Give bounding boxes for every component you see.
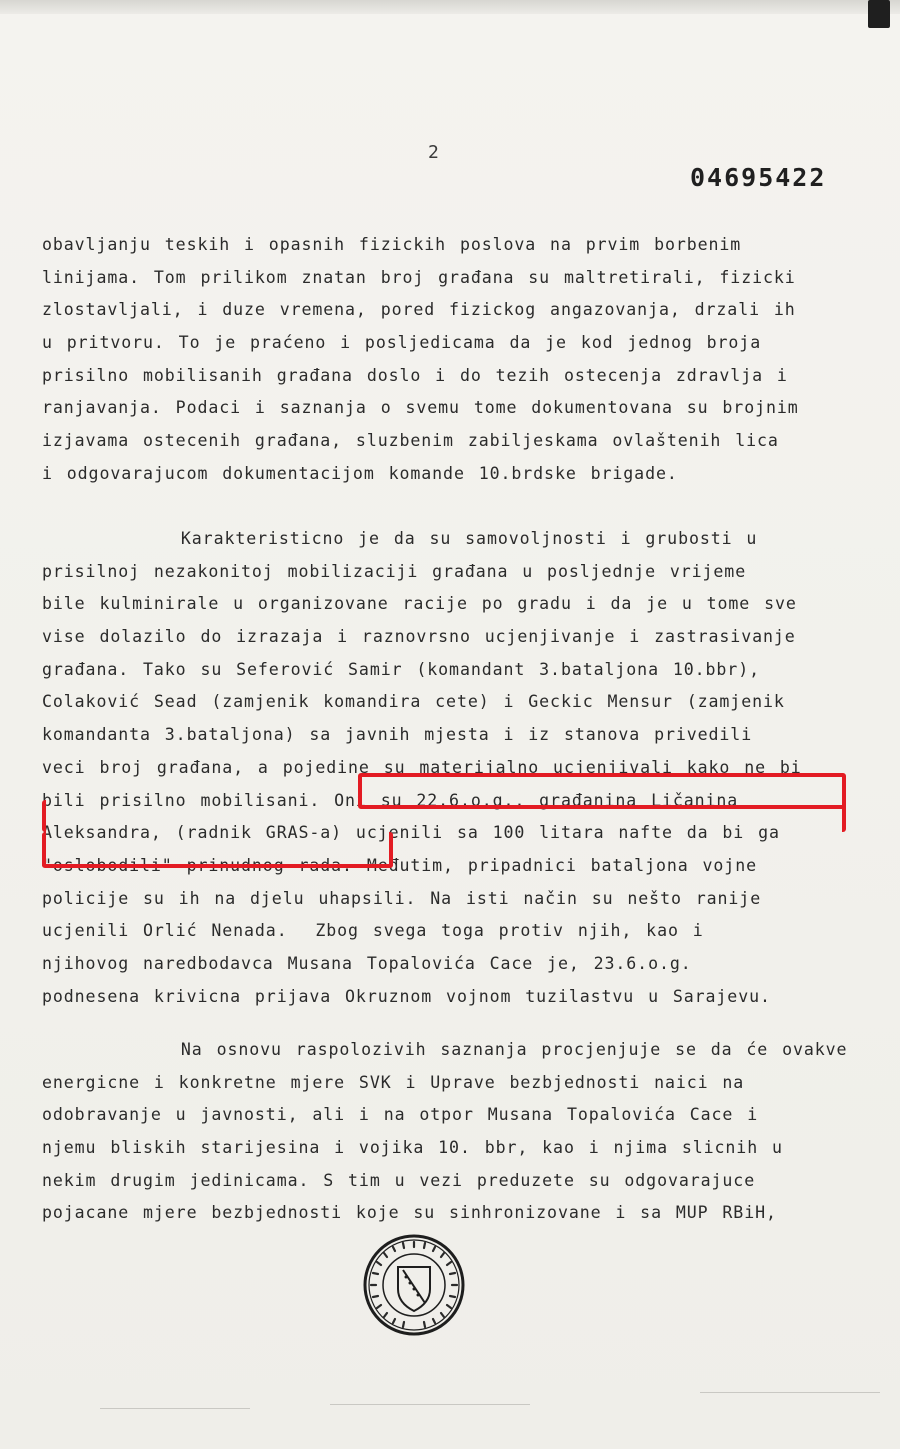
- scan-artifact-line: [100, 1408, 250, 1409]
- scan-artifact-line: [330, 1404, 530, 1405]
- text-line: ucjenili Orlić Nenada. Zbog svega toga protiv njih, kao i: [42, 921, 704, 941]
- official-seal-icon: [362, 1233, 466, 1337]
- scan-corner-mark: [868, 0, 890, 28]
- text-line: u pritvoru. To je praćeno i posljedicama da je kod jednog broja: [42, 333, 762, 353]
- text-line: podnesena krivicna prijava Okruznom vojnom tuzilastvu u Sarajevu.: [42, 986, 771, 1006]
- text-line: nekim drugim jedinicama. S tim u vezi preduzete su odgovarajuce: [42, 1170, 756, 1190]
- text-line: policije su ih na djelu uhapsili. Na isti način su nešto ranije: [42, 888, 762, 908]
- text-line: Aleksandra, (radnik GRAS-a) ucjenili sa 100 litara nafte da bi ga: [42, 823, 780, 843]
- scan-artifact-line: [700, 1392, 880, 1393]
- text-line: obavljanju teskih i opasnih fizickih poslova na prvim borbenim: [42, 235, 742, 254]
- text-line: ranjavanja. Podaci i saznanja o svemu tome dokumentovana su brojnim: [42, 398, 799, 418]
- text-line: vise dolazilo do izrazaja i raznovrsno ucjenjivanje i zastrasivanje: [42, 627, 796, 647]
- document-id: 04695422: [690, 163, 827, 192]
- text-line: i odgovarajucom dokumentacijom komande 10.brdske brigade.: [42, 463, 678, 483]
- text-line: veci broj građana, a pojedine su materijalno ucjenjivali kako ne bi: [42, 757, 802, 777]
- text-line: linijama. Tom prilikom znatan broj građana su maltretirali, fizicki: [42, 267, 796, 287]
- text-line: pojacane mjere bezbjednosti koje su sinhronizovane i sa MUP RBiH,: [42, 1203, 777, 1223]
- page-number: 2: [428, 142, 439, 163]
- text-line: Colaković Sead (zamjenik komandira cete) i Geckic Mensur (zamjenik: [42, 692, 785, 712]
- text-line: izjavama ostecenih građana, sluzbenim zabiljeskama ovlaštenih lica: [42, 431, 779, 451]
- text-line: Karakteristicno je da su samovoljnosti i grubosti u: [42, 529, 758, 548]
- text-line: Na osnovu raspolozivih saznanja procjenjuje se da će ovakve: [42, 1040, 848, 1059]
- text-line: zlostavljali, i duze vremena, pored fizickog angazovanja, drzali ih: [42, 300, 796, 320]
- paragraph-1: [42, 229, 862, 491]
- text-line: energicne i konkretne mjere SVK i Uprave bezbjednosti naici na: [42, 1072, 745, 1092]
- text-line: prisilno mobilisanih građana doslo i do tezih ostecenja zdravlja i: [42, 365, 788, 385]
- text-line: prisilnoj nezakonitoj mobilizaciji građana u posljednje vrijeme: [42, 561, 747, 581]
- text-line: bile kulminirale u organizovane racije po gradu i da je u tome sve: [42, 594, 797, 614]
- text-line: komandanta 3.bataljona) sa javnih mjesta i iz stanova privedili: [42, 725, 753, 745]
- text-line: njihovog naredbodavca Musana Topalovića Cace je, 23.6.o.g.: [42, 953, 692, 973]
- paragraph-2: [42, 523, 862, 1013]
- text-line: bili prisilno mobilisani. Oni su 22.6.o.g., građanina Ličanina: [42, 790, 739, 810]
- paragraph-3: [42, 1034, 862, 1230]
- text-line: građana. Tako su Seferović Samir (komandant 3.bataljona 10.bbr),: [42, 659, 760, 679]
- text-line: "oslobodili" prinudnog rada. Međutim, pripadnici bataljona vojne: [42, 855, 757, 875]
- text-line: odobravanje u javnosti, ali i na otpor Musana Topalovića Cace i: [42, 1105, 759, 1125]
- text-line: njemu bliskih starijesina i vojika 10. bbr, kao i njima slicnih u: [42, 1138, 783, 1158]
- scan-top-edge: [0, 0, 900, 14]
